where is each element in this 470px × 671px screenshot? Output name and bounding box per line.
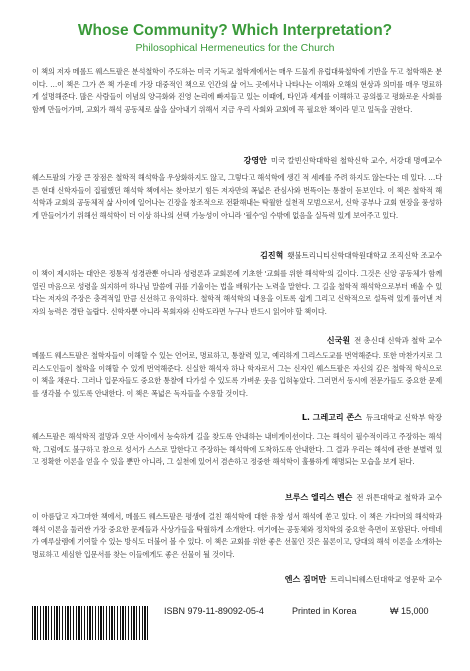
barcode — [32, 606, 148, 640]
endorsement-attribution — [260, 250, 442, 261]
endorsement-text: 이 책이 제시하는 대안은 정통적 성경관뿐 아니라 성령론과 교회론에 기초한 '교회를 위한 해석학'의 길이다. 그것은 신앙 공동체가 함께 열린 마음으로 성령을 의지하여 하나님 말씀에 귀를 기울이는 법을 배워가는 노력을 말한다. 그 길을 철학적 해석학으로부터 배울 수 있다는 저자의 주장은 충격적일 만큼 신선하고 유익하다. 철학적 해석학의 내용을 이토록 쉽게 그리고 신학적으로 설득력 있게 풀어낸 저자의 능력은 경탄 놀랍다. 신학자뿐 아니라 목회자와 신학도라면 누구나 반드시 읽어야 할 책이다. — [32, 269, 442, 316]
endorser-affiliation: 듀크대학교 신학부 학장 — [365, 413, 442, 422]
endorser-affiliation: 미국 칼빈신학대학원 철학신학 교수, 서강대 명예교수 — [270, 156, 442, 165]
endorser-name: L. 그레고리 존스 — [301, 413, 362, 422]
endorser-affiliation: 횃불트리니티신학대학원대학교 조직신학 조교수 — [287, 251, 442, 260]
endorsement-text: 웨스트팔은 해석학적 절망과 오만 사이에서 능숙하게 길을 찾도록 안내하는 내비게이션이다. 그는 해석이 필수적이라고 주장하는 해석학, 그럼에도 불구하고 참으로 성서가 스스로 말한다고 주장하는 해석학에 도착하도록 안내한다. 그 결과 우리는 해석에 관한 분별력 있고 정확한 이론을 얻을 수 있을 뿐만 아니라, 그 실천에 있어서 겸손하고 정중한 해석학이 훌륭하게 해명되는 모습을 보게 된다. — [32, 432, 442, 467]
endorsement-text: 이 책의 저자 메롤드 웨스트팔은 분석철학이 주도하는 미국 기독교 철학계에서는 매우 드물게 유럽대륙철학에 기반을 두고 철학해온 분이다. …이 책은 그가 쓴 책 가운데 가장 대중적인 책으로 인간의 삶 어느 곳에서나 나타나는 이해와 오해의 현상과 의미를 매우 명료하게 설명해준다. 많은 사람들이 이념의 양극화와 진영 논리에 빠져들고 있는 이때에, 타인과 세계를 이해하고 공의롭고 평화로운 사회를 함께 만들어가며, 교회가 해석 공동체로 삶을 살아내기 위해서 지금 우리 사회와 교회에 꼭 필요한 책이라 믿고 일독을 권한다. — [32, 67, 442, 114]
endorsement-text: 메롤드 웨스트팔은 철학자들이 이해할 수 있는 언어로, 명료하고, 통찰력 있고, 예리하게 그리스도교를 번역해준다. 또한 마찬가지로 그리스도인들이 철학을 이해할 수 있게 번역해준다. 신실한 해석자 하나 학자로서 그는 신자인 웨스트팔은 자신의 깊은 철학적 학식으로 이 책을 채운다. 그러나 입문자들도 중요한 통찰에 다가설 수 있도록 가벼운 웃음 입혀놓았다. 그러면서 동시에 전문가들도 중요한 문제를 생각볼 수 있도록 안내한다. 이 책은 폭넓은 독자들을 수용할 것이다. — [32, 351, 442, 398]
book-title: Whose Community? Which Interpretation? — [77, 22, 393, 39]
price-label: ₩ 15,000 — [390, 606, 429, 616]
endorsement-attribution — [285, 574, 442, 585]
endorser-affiliation: 전 총신대 신학과 철학 교수 — [354, 336, 442, 345]
endorsement-text: 웨스트팔의 가장 큰 장점은 철학적 해석학을 우상화하지도 않고, 그렇다고 해석학에 생긴 적 세례를 주려 하지도 않는다는 데 있다. …다른 현대 신학자들이 집필했던 해석학 책에서는 찾아보기 힘든 저자만의 폭넓은 관심사와 번뜩이는 통찰이 돋보인다. 이 책은 철학적 해석학과 교회의 공동체적 삶 사이에 일어나는 긴장을 창조적으로 전환해내는 탁월한 실천적 모범으로서, 신학 공부나 교회 현장을 풍성하게 만들어가기 위해선 해석학이 더 이상 하나의 선택 가능성이 아니라 '필수'임 수밖에 없음을 실득력 있게 보여주고 있다. — [32, 173, 442, 220]
endorser-name: 브루스 엘리스 벤슨 — [285, 493, 353, 502]
endorser-name: 신국원 — [326, 336, 351, 345]
endorser-affiliation: 전 위튼대학교 철학과 교수 — [356, 493, 442, 502]
book-subtitle: Philosophical Hermeneutics for the Church — [135, 42, 335, 54]
endorsement-attribution — [327, 335, 442, 346]
endorsement-attribution — [285, 492, 442, 503]
printed-in-label: Printed in Korea — [292, 606, 357, 616]
endorser-name: 김진혁 — [260, 251, 284, 260]
endorsement-text: 이 아름답고 자그마한 책에서, 메롤드 웨스트팔은 평생에 걸친 해석학에 대한 유창 성서 해석에 쏟고 있다. 이 책은 가다머의 해석학과 해석 이론을 둘러싼 가장 중요한 문제들과 사상가들을 탁월하게 소개한다. 여기에는 공동체와 정치학의 중요한 측면이 포함된다. 아테네가 예루살렘에 기여할 수 있는 방식도 더불어 볼 수 있다. 이 책은 교회를 위한 좋은 선물인 것은 물론이고, 당대의 해석 이론을 소개하는 명료하고 세심한 입문서를 찾는 이들에게도 좋은 선물이 될 것이다. — [32, 512, 442, 559]
endorser-affiliation: 트리니티웨스턴대학교 영문학 교수 — [330, 575, 442, 584]
endorser-name: 엔스 짐머만 — [284, 575, 327, 584]
endorser-name: 강영안 — [243, 156, 267, 165]
endorsement-attribution — [244, 155, 442, 166]
isbn-number: ISBN 979-11-89092-05-4 — [164, 606, 264, 616]
endorsement-attribution — [302, 412, 442, 423]
